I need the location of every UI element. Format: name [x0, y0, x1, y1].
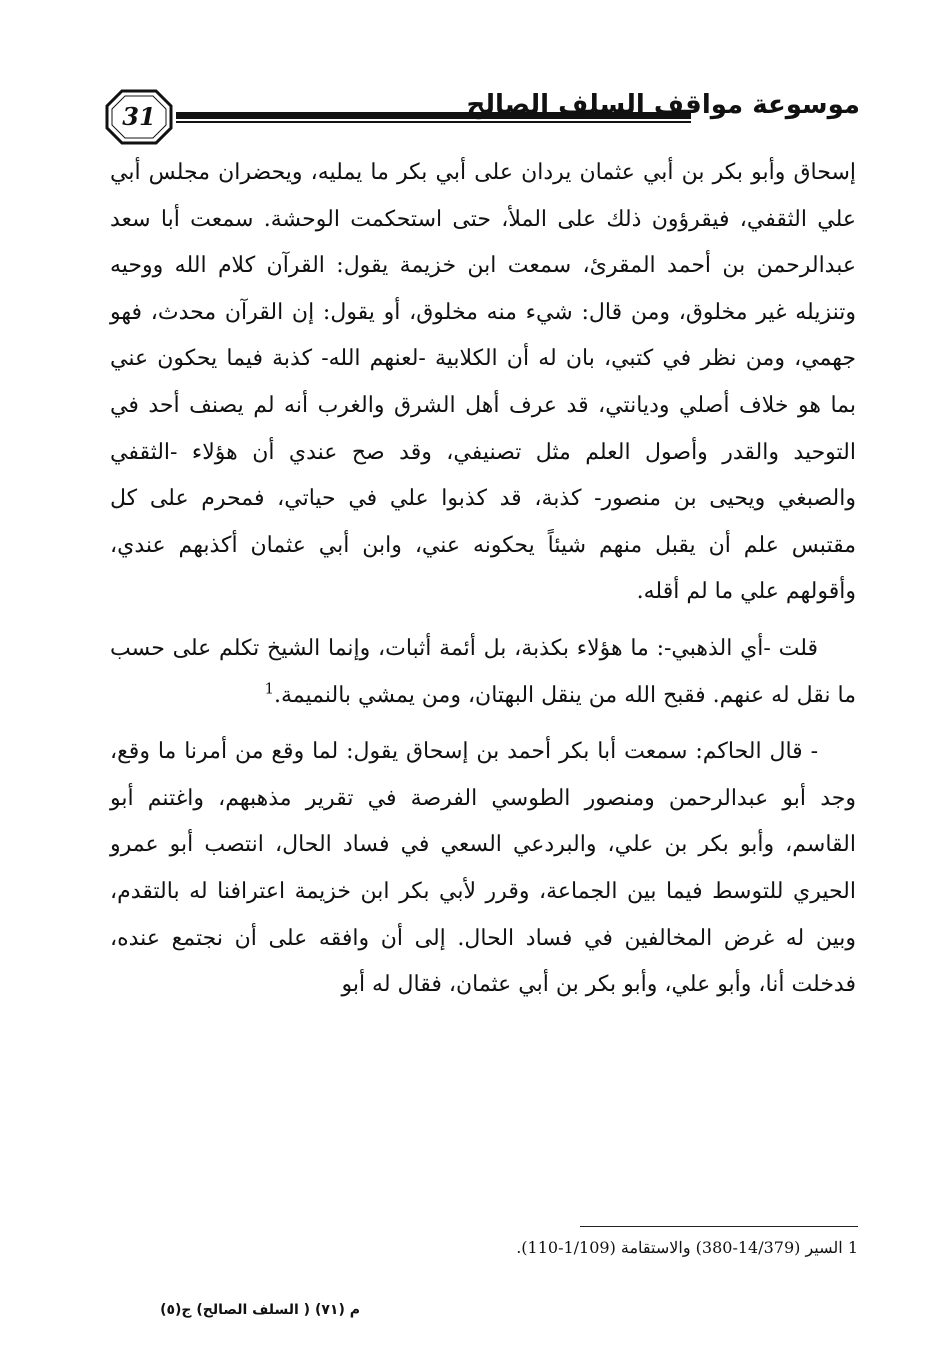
book-title: موسوعة مواقف السلف الصالح	[466, 90, 860, 120]
paragraph-3	[110, 729, 856, 1009]
paragraph-1-text: إسحاق وأبو بكر بن أبي عثمان يردان على أبي بكر ما يمليه، ويحضران مجلس أبي علي الثقفي، فيقرؤون ذلك على الملأ، حتى استحكمت الوحشة. سمعت أبا سعد عبدالرحمن بن أحمد المقرئ، سمعت ابن خزيمة يقول: القرآن كلام الله ووحيه وتنزيله غير مخلوق، ومن قال: شيء منه مخلوق، أو يقول: إن القرآن محدث، فهو جهمي، ومن نظر في كتبي، بان له أن الكلابية -لعنهم الله- كذبة فيما يحكون عني بما هو خلاف أصلي وديانتي، قد عرف أهل الشرق والغرب أنه لم يصنف أحد في التوحيد والقدر وأصول العلم مثل تصنيفي، وقد صح عندي أن هؤلاء -الثقفي والصبغي ويحيى بن منصور- كذبة، قد كذبوا علي في حياتي، فمحرم على كل مقتبس علم أن يقبل منهم شيئاً يحكونه عني، وابن أبي عثمان أكذبهم عندي، وأقولهم علي ما لم أقله.	[110, 160, 856, 605]
footnote-divider	[580, 1226, 858, 1227]
main-text	[110, 150, 856, 1019]
printer-signature: م (٧١) ( السلف الصالح) ج(٥)	[160, 1302, 360, 1318]
paragraph-1	[110, 150, 856, 616]
footnote-reference[interactable]: 1	[264, 679, 274, 698]
paragraph-3-text: - قال الحاكم: سمعت أبا بكر أحمد بن إسحاق يقول: لما وقع من أمرنا ما وقع، وجد أبو عبدالرحمن ومنصور الطوسي الفرصة في تقرير مذهبهم، واغتنم أبو القاسم، وأبو بكر بن علي، والبردعي السعي في فساد الحال، انتصب أبو عمرو الحيري للتوسط فيما بين الجماعة، وقرر لأبي بكر ابن خزيمة اعترافنا له بالتقدم، وبين له غرض المخالفين في فساد الحال. إلى أن وافقه على أن نجتمع عنده، فدخلت أنا، وأبو علي، وأبو بكر بن أبي عثمان، فقال له أبو	[110, 739, 856, 998]
footnote: 1 السير (14/379-380) والاستقامة (1/109-110).	[516, 1238, 858, 1257]
page-number: 31	[122, 102, 156, 131]
page-number-badge	[104, 88, 174, 146]
page-header	[100, 88, 860, 148]
paragraph-2	[110, 626, 856, 719]
paragraph-2-text: قلت -أي الذهبي-: ما هؤلاء بكذبة، بل أئمة أثبات، وإنما الشيخ تكلم على حسب ما نقل له عنهم. فقبح الله من ينقل البهتان، ومن يمشي بالنميمة.	[110, 635, 856, 708]
